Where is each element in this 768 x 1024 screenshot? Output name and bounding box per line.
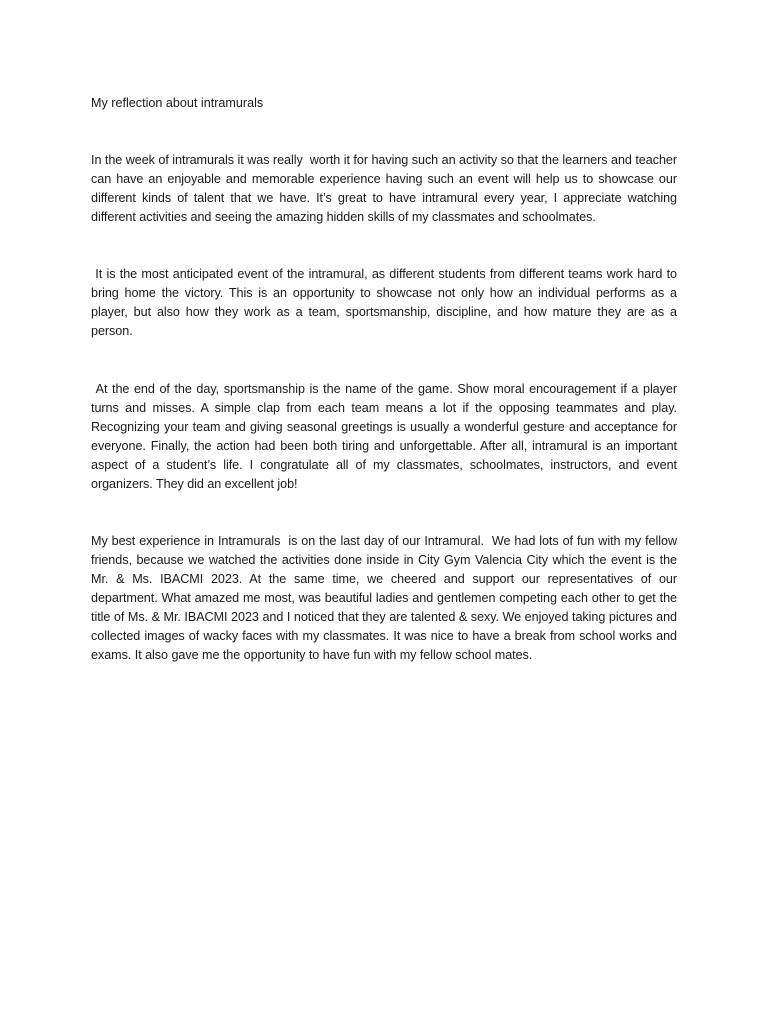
paragraph-best-experience: My best experience in Intramurals is on the last day of our Intramural. We had lots of fun with my fellow friends, because we watched the activities done inside in City Gym Valencia City which the event is the Mr. & Ms. IBACMI 2023. At the same time, we cheered and support our representatives of our department. What amazed me most, was beautiful ladies and gentlemen competing each other to get the title of Ms. & Mr. IBACMI 2023 and I noticed that they are talented & sexy. We enjoyed taking pictures and collected images of wacky faces with my classmates. It was nice to have a break from school works and exams. It also gave me the opportunity to have fun with my fellow school mates.: [91, 534, 681, 662]
document-title: My reflection about intramurals: [91, 96, 264, 110]
paragraph-anticipated-event: It is the most anticipated event of the intramural, as different students from different teams work hard to bring home the victory. This is an opportunity to showcase not only how an individual performs as a player, but also how they work as a team, sportsmanship, discipline, and how mature they are as a person.: [91, 267, 681, 338]
paragraph-intramurals-week: In the week of intramurals it was really worth it for having such an activity so that the learners and teacher can have an enjoyable and memorable experience having such an event will help us to showcase our different kinds of talent that we have. It’s great to have intramural every year, I appreciate watching different activities and seeing the amazing hidden skills of my classmates and schoolmates.: [91, 153, 681, 224]
paragraph-sportsmanship: At the end of the day, sportsmanship is the name of the game. Show moral encouragement if a player turns and misses. A simple clap from each team means a lot if the opposing teammates and play. Recognizing your team and giving seasonal greetings is usually a wonderful gesture and acceptance for everyone. Finally, the action had been both tiring and unforgettable. After all, intramural is an important aspect of a student’s life. I congratulate all of my classmates, schoolmates, instructors, and event organizers. They did an excellent job!: [91, 382, 681, 491]
